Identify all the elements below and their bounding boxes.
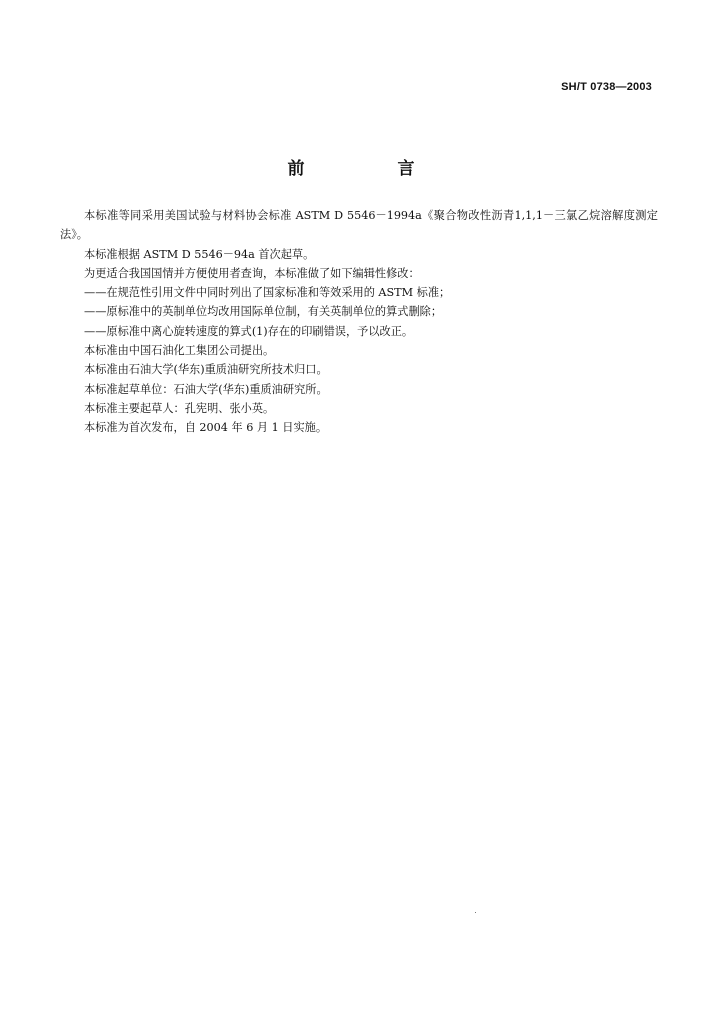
paragraph-centralized-by: 本标准由石油大学(华东)重质油研究所技术归口。 [84,363,328,377]
page-title: 前 言 [287,159,453,179]
paragraph-adoption: 本标准等同采用美国试验与材料协会标准 ASTM D 5546－1994a《聚合物改性沥青1,1,1－三氯乙烷溶解度测定法》。 [60,209,658,242]
scan-speck [475,912,476,913]
paragraph-modifications-intro: 为更适合我国国情并方便使用者查询，本标准做了如下编辑性修改： [84,266,420,280]
list-item-modification: ——在规范性引用文件中同时列出了国家标准和等效采用的 ASTM 标准； [84,286,451,300]
paragraph-proposed-by: 本标准由中国石油化工集团公司提出。 [84,344,275,358]
paragraph-drafting-unit: 本标准起草单位：石油大学(华东)重质油研究所。 [84,382,328,396]
standard-number: SH/T 0738—2003 [561,81,652,93]
paragraph-effective-date: 本标准为首次发布，自 2004 年 6 月 1 日实施。 [84,421,328,435]
list-item-modification: ——原标准中的英制单位均改用国际单位制，有关英制单位的算式删除； [84,305,443,319]
paragraph-drafters: 本标准主要起草人：孔宪明、张小英。 [84,401,275,415]
list-item-modification: ——原标准中离心旋转速度的算式(1)存在的印刷错误，予以改正。 [84,324,414,338]
foreword-body [60,206,658,438]
paragraph-drafted-from: 本标准根据 ASTM D 5546－94a 首次起草。 [84,247,315,261]
